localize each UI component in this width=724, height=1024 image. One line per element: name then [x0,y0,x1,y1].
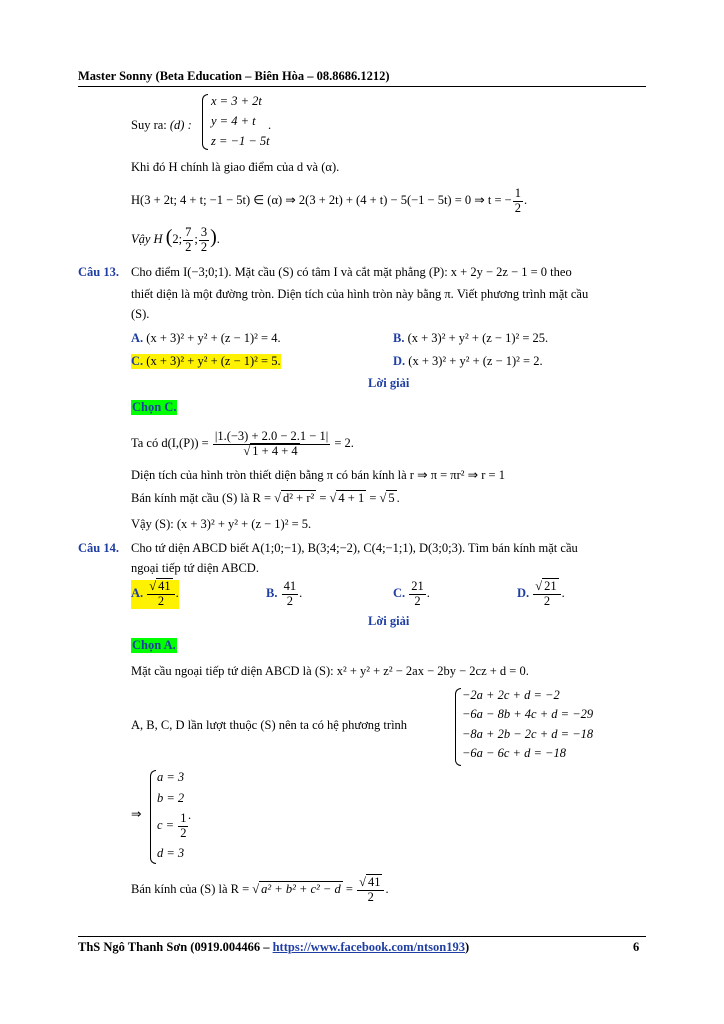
q14-option-c[interactable]: C. $\frac{21}{2}$ . [393,579,430,608]
q13-text-1: Cho điểm I(−3;0;1). Mặt cầu (S) có tâm I và cắt mặt phẳng (P): x + 2y − 2z − 1 = 0 theo [131,265,572,279]
q14-sphere-equation: Mặt cầu ngoại tiếp tứ diện ABCD là (S): x² + y² + z² − 2ax − 2by − 2cz + d = 0. [131,664,529,678]
footer-rule [78,936,646,937]
q14-result-period: . [188,808,192,822]
page-header: Master Sonny (Beta Education – Biên Hòa – 08.8686.1212) [78,69,390,83]
d-eq-z: z = −1 − 5t [211,134,270,148]
d-system-brace [202,94,208,150]
q13-radius-line: Diện tích của hình tròn thiết diện bằng π có bán kính là r ⇒ π = πr² ⇒ r = 1 [131,468,505,482]
t-fraction: $\frac{1}{2}$ [514,186,521,215]
q14-eq-4: −6a − 6c + d = −18 [462,746,566,760]
q13-sphere-radius: Bán kính mặt cầu (S) là R = √ d² + r² = √ 4 + 1 = √ 5 . [131,491,400,505]
q13-text-3: (S). [131,307,150,321]
q14-res-a: a = 3 [157,770,185,784]
q14-eq-3: −8a + 2b − 2c + d = −18 [462,727,594,741]
q14-label: Câu 14. [78,541,119,555]
q14-result-arrow: ⇒ [131,807,142,821]
q14-radius: Bán kính của (S) là R = √ a² + b² + c² − d = $\frac{√ 41}{2}$ . [131,875,389,904]
q14-answer-badge: Chọn A. [132,638,176,652]
q14-result-brace [150,770,156,864]
q14-option-d[interactable]: D. $\frac{√ 21}{2}$ . [517,579,565,608]
q13-label: Câu 13. [78,265,119,279]
q14-res-b: b = 2 [157,791,185,805]
q14-eq-2: −6a − 8b + 4c + d = −29 [462,707,594,721]
khi-do-line: Khi đó H chính là giao điểm của d và (α). [131,160,340,174]
q14-system-intro: A, B, C, D lần lượt thuộc (S) nên ta có hệ phương trình [131,718,408,732]
q13-option-c[interactable]: C. (x + 3)² + y² + (z − 1)² = 5. [131,354,281,368]
d-eq-x: x = 3 + 2t [211,94,262,108]
q14-text-1: Cho tứ diện ABCD biết A(1;0;−1), B(3;4;−2), C(4;−1;1), D(3;0;3). Tìm bán kính mặt cầu [131,541,578,555]
q14-option-b[interactable]: B. $\frac{41}{2}$ . [266,579,303,608]
suy-ra-label: Suy ra: (d) : [131,118,192,132]
facebook-link[interactable]: https://www.facebook.com/ntson193 [272,940,465,954]
h-substitution-line: H(3 + 2t; 4 + t; −1 − 5t) ∈ (α) ⇒ 2(3 + 2t) + (4 + t) − 5(−1 − 5t) = 0 ⇒ t = − $\frac{1}{2}$ . [131,186,528,215]
vay-h-line: Vậy H (2; $\frac{7}{2}$ ; $\frac{3}{2}$ ). [131,225,220,254]
q13-option-d[interactable]: D. (x + 3)² + y² + (z − 1)² = 2. [393,354,543,368]
page-number: 6 [633,940,640,954]
q13-loi-giai: Lời giải [368,376,410,390]
q13-answer-badge: Chọn C. [132,400,177,414]
q14-res-c: c = $\frac{1}{2}$ [157,811,187,840]
q13-option-b[interactable]: B. (x + 3)² + y² + (z − 1)² = 25. [393,331,549,345]
q14-system-brace [455,688,461,766]
q14-option-a[interactable]: A. $\frac{√ 41}{2}$ . [131,579,179,608]
q14-loi-giai: Lời giải [368,614,410,628]
header-rule [78,86,646,87]
q13-distance: Ta có d(I,(P)) = $\frac{|1.(-3) + 2.0 - 2.1 - 1|}{√ 1 + 4 + 4}$ = 2. [131,429,354,458]
footer-author: ThS Ngô Thanh Sơn (0919.004466 – https://www.facebook.com/ntson193) [78,940,470,954]
q14-res-d: d = 3 [157,846,185,860]
q14-eq-1: −2a + 2c + d = −2 [462,688,560,702]
d-eq-y: y = 4 + t [211,114,256,128]
d-system-period: . [268,118,272,132]
q14-text-2: ngoại tiếp tứ diện ABCD. [131,561,259,575]
q13-text-2: thiết diện là một đường tròn. Diện tích của hình tròn này bằng π. Viết phương trình mặt cầu [131,287,589,301]
q13-conclusion: Vậy (S): (x + 3)² + y² + (z − 1)² = 5. [131,517,312,531]
q13-option-a[interactable]: A. (x + 3)² + y² + (z − 1)² = 4. [131,331,281,345]
